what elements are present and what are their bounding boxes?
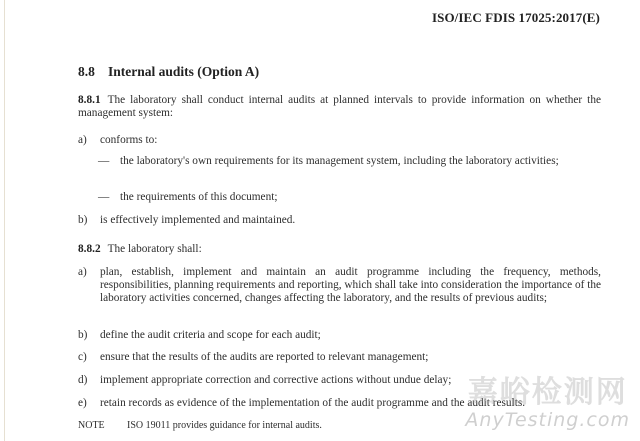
note-label: NOTE: [78, 420, 105, 431]
clause-number: 8.8.1: [78, 94, 101, 106]
item-text: implement appropriate correction and corrective actions without undue delay;: [100, 374, 452, 386]
item-label: c): [78, 351, 87, 363]
item-text: retain records as evidence of the implementation of the audit programme and the audit results.: [100, 397, 526, 409]
clause-8-8-1-subitem-1: [98, 155, 601, 168]
note-text: ISO 19011 provides guidance for internal audits.: [127, 420, 322, 431]
clause-8-8-2-item-d: [78, 374, 601, 387]
section-heading: [78, 64, 259, 80]
clause-number: 8.8.2: [78, 243, 101, 255]
section-title: Internal audits (Option A): [108, 64, 260, 79]
clause-8-8-2-item-e: [78, 397, 601, 410]
clause-8-8-2: [78, 243, 601, 256]
item-text: ensure that the results of the audits are reported to relevant management;: [100, 351, 429, 363]
item-label: b): [78, 214, 88, 226]
clause-text: The laboratory shall conduct internal audits at planned intervals to provide information on whether the management system:: [78, 94, 601, 120]
note: [78, 420, 322, 432]
clause-8-8-2-item-b: [78, 329, 601, 342]
subitem-text: the requirements of this document;: [120, 191, 278, 203]
dash-bullet: —: [98, 191, 110, 203]
clause-8-8-2-item-c: [78, 351, 601, 364]
item-label: a): [78, 266, 87, 278]
item-label: b): [78, 329, 88, 341]
item-text: conforms to:: [100, 134, 158, 146]
watermark-chinese: 嘉峪检测网: [467, 375, 628, 410]
subitem-text: the laboratory's own requirements for its management system, including the laboratory activities;: [120, 155, 559, 167]
item-text: plan, establish, implement and maintain an audit programme including the frequency, methods, responsibilities, planning requirements and reporting, which shall take into consideration the importance of the laboratory activities concerned, changes affecting the laboratory, and the results of previous audits;: [100, 266, 602, 305]
watermark-english: AnyTesting.com: [465, 409, 630, 431]
item-text: define the audit criteria and scope for each audit;: [100, 329, 321, 341]
item-label: e): [78, 397, 87, 409]
document-id-header: ISO/IEC FDIS 17025:2017(E): [431, 10, 600, 25]
item-text: is effectively implemented and maintained.: [100, 214, 296, 226]
section-number: 8.8: [78, 64, 95, 79]
clause-8-8-1: [78, 94, 601, 120]
page-left-border: [0, 0, 5, 441]
item-label: d): [78, 374, 88, 386]
clause-8-8-2-item-a: [78, 266, 601, 306]
clause-text: The laboratory shall:: [107, 243, 202, 255]
dash-bullet: —: [98, 155, 110, 167]
clause-8-8-1-item-a: [78, 134, 601, 147]
clause-8-8-1-item-b: [78, 214, 601, 227]
clause-8-8-1-subitem-2: [98, 191, 601, 204]
item-label: a): [78, 134, 87, 146]
